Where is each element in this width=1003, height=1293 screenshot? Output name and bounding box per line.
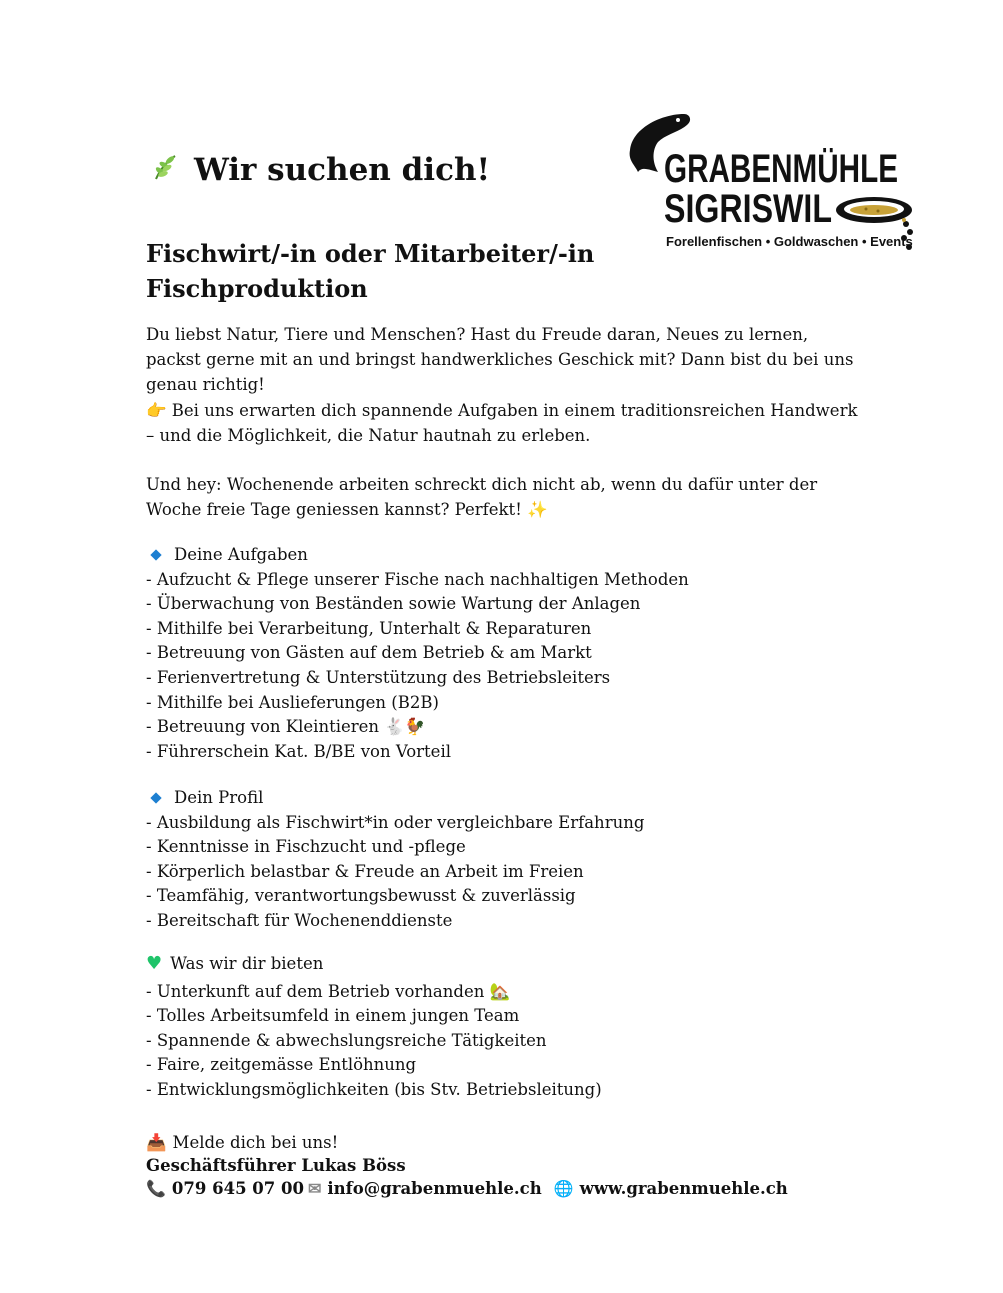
list-item: - Überwachung von Beständen sowie Wartung der Anlagen (146, 594, 641, 614)
website-link[interactable]: www.grabenmuehle.ch (579, 1179, 788, 1198)
offer-heading: ♥ Was wir dir bieten (146, 952, 866, 977)
intro-paragraph-2-text: Bei uns erwarten dich spannende Aufgaben in einem traditionsreichen Handwerk – und die Möglichkeit, die Natur hautnah zu erleben. (146, 401, 858, 445)
phone-number[interactable]: 079 645 07 00 (171, 1179, 304, 1198)
profile-heading: Dein Profil (146, 786, 866, 811)
list-item: - Mithilfe bei Verarbeitung, Unterhalt & Reparaturen (146, 618, 592, 638)
page-title: Wir suchen dich! (194, 152, 491, 188)
pointing-hand-icon: 👉 (146, 401, 167, 420)
intro-paragraph-3-text: Und hey: Wochenende arbeiten schreckt dich nicht ab, wenn du dafür unter der Woche freie Tage geniessen kannst? Perfekt! (146, 475, 818, 519)
list-item: - Tolles Arbeitsumfeld in einem jungen Team (146, 1006, 520, 1026)
list-item: - Entwicklungsmöglichkeiten (bis Stv. Betriebsleitung) (146, 1079, 602, 1099)
intro-paragraph-1: Du liebst Natur, Tiere und Menschen? Hast du Freude daran, Neues zu lernen, packst gerne mit an und bringst handwerkliches Geschick mit? Dann bist du bei uns genau richtig! (146, 325, 854, 394)
manager-name: Geschäftsführer Lukas Böss (146, 1156, 406, 1175)
svg-text:GRABENMÜHLE: GRABENMÜHLE (664, 147, 980, 191)
rabbit-icon: 🐇 (384, 717, 405, 737)
list-item: - Führerschein Kat. B/BE von Vorteil (146, 741, 451, 761)
phone-icon: 📞 (146, 1179, 166, 1198)
list-item: - Ferienvertretung & Unterstützung des Betriebsleiters (146, 667, 611, 687)
offer-section (146, 952, 866, 1103)
sparkles-icon: ✨ (527, 500, 548, 519)
job-title-line-1: Fischwirt/-in oder Mitarbeiter/-in (146, 239, 595, 268)
tasks-section (146, 543, 866, 764)
envelope-icon: ✉ (307, 1179, 322, 1198)
green-heart-icon: ♥ (146, 953, 163, 974)
contact-section (146, 1131, 788, 1200)
intro-paragraph-3 (146, 472, 866, 522)
rooster-icon: 🐓 (404, 717, 426, 737)
blue-diamond-icon (150, 793, 161, 804)
call-to-action: 📥 Melde dich bei uns! (146, 1133, 339, 1152)
list-item: - Bereitschaft für Wochenenddienste (146, 910, 453, 930)
list-item: - Teamfähig, verantwortungsbewusst & zuverlässig (146, 886, 576, 906)
email-link[interactable]: info@grabenmuehle.ch (327, 1179, 542, 1198)
list-item: - Aufzucht & Pflege unserer Fische nach nachhaltigen Methoden (146, 569, 689, 589)
list-item: - Mithilfe bei Auslieferungen (B2B) (146, 692, 439, 712)
house-icon: 🏡 (489, 981, 511, 1001)
page-heading (150, 152, 490, 188)
inbox-icon: 📥 (146, 1133, 167, 1152)
list-item: - Ausbildung als Fischwirt*in oder vergleichbare Erfahrung (146, 812, 645, 832)
tasks-heading: Deine Aufgaben (146, 543, 866, 568)
intro-paragraph-2 (146, 398, 866, 448)
herb-icon (150, 152, 180, 188)
list-item: - Betreuung von Kleintieren 🐇🐓 (146, 717, 426, 737)
list-item: - Faire, zeitgemässe Entlöhnung (146, 1055, 417, 1075)
list-item: - Unterkunft auf dem Betrieb vorhanden 🏡 (146, 981, 511, 1001)
company-logo (622, 110, 980, 260)
list-item: - Kenntnisse in Fischzucht und -pflege (146, 837, 466, 857)
svg-text:SIGRISWIL: SIGRISWIL (664, 187, 832, 231)
list-item: - Spannende & abwechslungsreiche Tätigkeiten (146, 1030, 547, 1050)
job-title (146, 236, 606, 306)
contact-row (146, 1177, 788, 1200)
globe-icon: 🌐 (553, 1179, 574, 1198)
list-item: - Körperlich belastbar & Freude an Arbeit im Freien (146, 861, 584, 881)
job-title-line-2: Fischproduktion (146, 274, 368, 303)
blue-diamond-icon (150, 550, 161, 561)
profile-section (146, 786, 866, 934)
logo-tagline: Forellenfischen • Goldwaschen • Events (666, 234, 913, 249)
list-item: - Betreuung von Gästen auf dem Betrieb & am Markt (146, 643, 592, 663)
